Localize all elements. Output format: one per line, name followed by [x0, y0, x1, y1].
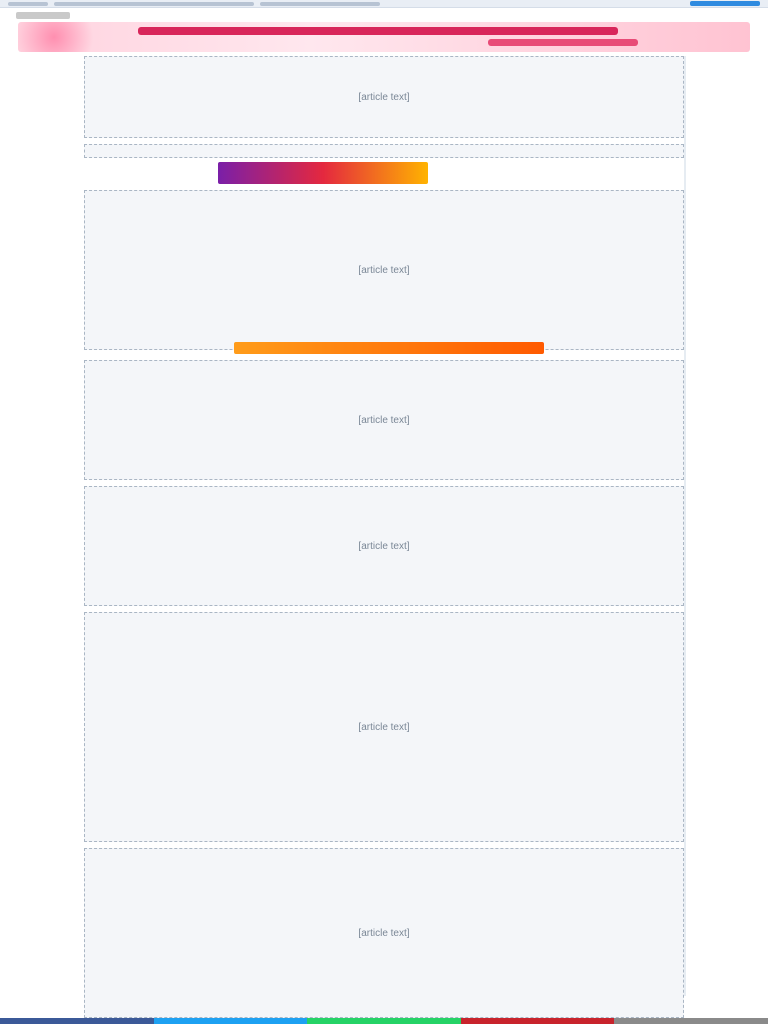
hero-decoration	[18, 22, 108, 52]
hero-banner	[18, 22, 750, 52]
hero-title	[138, 27, 618, 35]
topbar-item[interactable]	[54, 2, 254, 6]
ad-banner[interactable]	[234, 342, 544, 354]
article-text-block: [article text]	[84, 848, 684, 1018]
article-text-block: [article text]	[84, 612, 684, 842]
article-text-block: [article text]	[84, 360, 684, 480]
topbar-cta-button[interactable]	[690, 1, 760, 6]
share-button[interactable]	[154, 1018, 308, 1024]
topbar-item[interactable]	[8, 2, 48, 6]
site-header	[0, 8, 768, 22]
share-button[interactable]	[0, 1018, 154, 1024]
article-text-block: [article text]	[84, 190, 684, 350]
browser-topbar	[0, 0, 768, 8]
share-button[interactable]	[307, 1018, 461, 1024]
ad-banner[interactable]	[218, 162, 428, 184]
bottom-share-bar	[0, 1018, 768, 1024]
topbar-item[interactable]	[260, 2, 380, 6]
article-heading	[84, 144, 684, 158]
article-text-block: [article text]	[84, 486, 684, 606]
share-button[interactable]	[614, 1018, 768, 1024]
site-logo[interactable]	[16, 12, 70, 19]
hero-subtitle	[488, 39, 638, 46]
share-button[interactable]	[461, 1018, 615, 1024]
sidebar-divider	[684, 56, 686, 996]
article-text-block: [article text]	[84, 56, 684, 138]
